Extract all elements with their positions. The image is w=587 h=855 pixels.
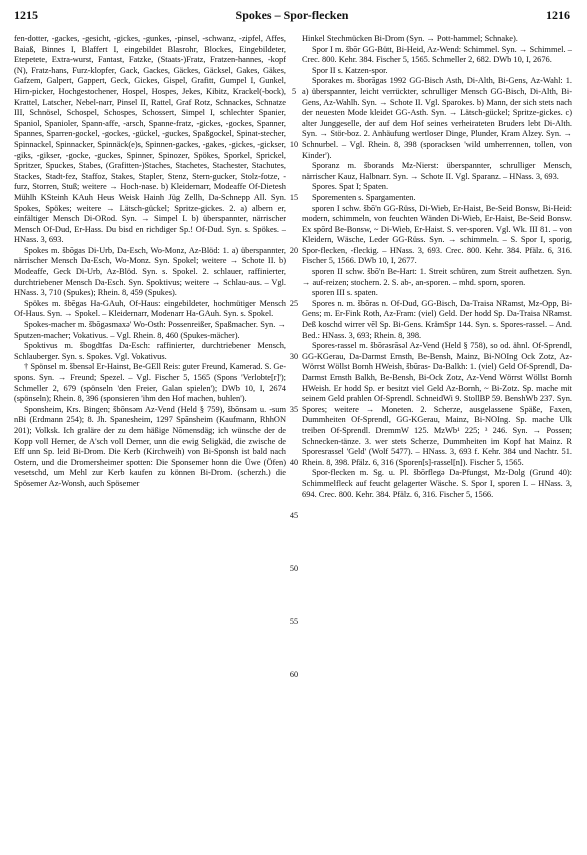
- entry-spoensel: † Spönsel m. šbensəl Er-Hainst, Be-GEll Reis: guter Freund, Kamerad. S. Ge-spons. Syn. → Freund; Spezel. – Vgl. Fischer 5, 1565 (Spons 'Verlobte[r]'); Schmeller 2, 679 (spönseln 'den Freier, Galan spielen'); DWb 10, I, 2674 (spönseln); Rhein. 8, 396 (sponsieren 'ihm den Hof machen, buhlen').: [14, 362, 286, 404]
- entry-sporen-iii: sporen III s. spaten.: [312, 288, 378, 298]
- line-number: 5: [291, 87, 297, 96]
- line-number: 15: [289, 193, 299, 202]
- entry-spores: Spores n. m. šbōras n. Of-Dud, GG-Bisch, Da-Traisa NRamst, Mz-Opp, Bi-Gens; m. Er-Fink Roth, Az-Fram: (viel) Geld. Der hodd Sp. Da-Traisa NRamst. Deß koschd wirrer vēl Sp. Bi-Gens. KrämSpr 144. Syn. s. Spores-rassel. – And. Bed.: HNass. 3, 693; Rhein. 8, 398.: [302, 298, 572, 340]
- line-number: 10: [289, 140, 299, 149]
- entry-sporen-ii: sporen II schw. šbō'n Be-Hart: 1. Streit schüren, zum Streit aufhetzen. Syn. → auf-reizen; stochern. 2. S. ab-, an-sporen. – mhd. sporn, sporen.: [302, 267, 572, 287]
- page-number-left: 1215: [14, 8, 38, 22]
- line-number: 60: [289, 670, 299, 679]
- entry-sporementen: Sporementen s. Spargamenten.: [312, 192, 416, 202]
- left-column: [14, 34, 286, 846]
- entry-spor-i: Spor I m. šbōr GG-Bütt, Bi-Heid, Az-Wend: Schimmel. Syn. → Schimmel. – Crec. 800. Kehr. 384. Fischer 5, 1565. Schmeller 2, 682. DWb 10, I, 2676.: [302, 44, 572, 65]
- entry-continuation: fen-dotter, -gackes, -gesicht, -gickes, -gunkes, -pinsel, -schwanz, -zipfel, Affes, Baiaß, Binnes I, Blaffert I, eingebildet Blasrohr, Blockes, Eingebildeter, Etepetete, Extra-wurst, Fantast, Fatzke, (Staats-)Fratz, Fratzen-hannes, -kopf (N), Fratz-hans, Furz-klopfer, Gack, Gackes, Gäckes, Gäcksel, Gakes, Gäkes, Gafzem, Galpert, Gappert, Geck, Gickes, Gispel, Grafitt, Gumpel I, Gunkel, Hirn-picker, Hochgestochener, Hospel, Hospes, Jekes, Kibitz, Krackel(-bock), Krattel, Latscher, Nebel-narr, Pinsel II, Rattel, Graf Rotz, Schnackes, Schnatze III, Schnösel, Schospel, Schospes, Schossert, Simpel I, schlechter Spanier, Spaniol, Spanioler, Spann-affe, -arsch, Spanne-fratz, -gickes, -gockes, Spanner, Spannes, Sparren-gockel, -gockes, -gückel, -guckes, Spaßgockel, Spinat-stecher, Spinnackel, Spinnacker, Spinnäck(e)s, Spinnen-gackes, -gakes, -gickes, -gickser, -giks, -gikser, -gocke, -guckes, Spinner, Spinozer, Spökes, Sporkel, Sprickel, Spritzer, Spuckes, Stabes, (Grafitten-)Staches, Stachetes, Stachester, Stachutes, Stackes, Stadt-fez, Staffoz, Stakes, Stapler, Stenz, Stern-gucker, Stolz-fotze, -furz, Storren, Stuß; weitere → Hoch-nase. b) Kleidernarr, Modeaffe Of-Dietesh Mühlh KSteinh KAuh Heus Weisk Hainh Jüg Zellh, Da-Schnepp All. Syn. Spokes, Spökes; weitere → Lätsch-gückel; Spritze-gickes. 2. a) albern er, einfältiger Mensch Di-ORod. Syn. → Simpel I. b) überspannter, närrischer Mensch Of-Dud, Er-Hass. Du bisd en richdiger Sp.! Of-Dud. Syn. s. Spökes. – HNass. 3, 693.: [14, 34, 286, 245]
- entry-continuation: Hinkel Stechmücken Bi-Drom (Syn. → Pott-hammel; Schnake).: [302, 34, 518, 43]
- page-number-right: 1216: [546, 8, 570, 22]
- right-column: [302, 34, 572, 846]
- line-number: 25: [289, 299, 299, 308]
- running-title: Spokes – Spor-flecken: [235, 8, 349, 22]
- entry-spoekes: Spökes m. šbēgas Ha-GAuh, Of-Haus: eingebildeter, hochmütiger Mensch Of-Haus. Syn. → Spokel. – Kleidernarr, Modenarr Ha-GAuh. Syn. s. Spokel.: [14, 298, 286, 319]
- line-number: 45: [289, 511, 299, 520]
- entry-sporakes: Sporakes m. šborāgas 1992 GG-Bisch Asth, Di-Alth, Bi-Gens, Az-Wahl: 1. a) überspannter, leicht verrückter, schrulliger Mensch GG-Bisch, Di-Alth, Bi-Gens, Az-Wahlh. Syn. → Schote II. Vgl. Sparokes. b) Mann, der sich stets nach der neuesten Mode kleidet GG-Asth. Syn. → Lätsch-gückel; Spritze-gickes. c) alter Junggeselle, der auf dem Hof seines verheirateten Bruders lebt Di-Alth. Syn. → Stör-boz. 2. Anhäufung wertloser Dinge, Plunder, Kram Alzey. Syn. → Schnurbel. – Vgl. Rhein. 8, 398 (sporacksen 'wild umherrennen, tollen, von Kinder').: [302, 76, 572, 160]
- entry-spor-flecken: Spor-flecken m. Sg. u. Pl. šbōrflegə Da-Pfungst, Mz-Dolg (Grund 40): Schimmelfleck auf feucht gelagerter Wäsche. S. Spor I, sporen I. – HNass. 3, 694. Crec. 800. Kehr. 384. Pfälz. 6, 316. Fischer 5, 1566.: [302, 468, 572, 499]
- entry-sponsheim: Sponsheim, Krs. Bingen; šbōnsəm Az-Vend (Held § 759), šbōnsəm u. -sum nBi (Erdmann 254); 8. Jh. Spanesheim, 1297 Spānsheim (Kaufmann, RhhON 201); Volksk. Ich graläre der zu dem häßige Nōmensdäg; ich wünsche der de Kopp voll Herner, de A'sch voll Derner, unn die ewig Seligkäd, die zwische de Eff unn Sp. leid Bi-Drom. Die Kerb (Kirchweih) von Bi-Sponsh ist bald nach Ostern, und die Dromersheimer spotten: Die Sponsemer honn die Üwe (Öfen) vesetschd, um Mehl zur Kerb kaufen zu können Bi-Drom. (scherzh.) die Spösemer Az-Wonsh, auch Spösemer: [14, 404, 286, 488]
- entry-spokes: Spokes m. šbōgas Di-Urb, Da-Esch, Wo-Monz, Az-Blöd: 1. a) überspannter, närrischer Mensch Da-Esch, Wo-Monz. Syn. Spokel; weitere → Schote II. b) Modeaffe, Geck Di-Urb, Az-Blöd. Syn. s. Spokel. 2. schlauer, raffinierter, durchtriebener Mensch Da-Esch. Syn. Spoktivus; weitere → Schlau-aus. – Vgl. HNass. 3, 710 (Spukes); Rhein. 8, 459 (Spukes).: [14, 245, 286, 298]
- line-number: 50: [289, 564, 299, 573]
- line-number: 55: [289, 617, 299, 626]
- line-number: 30: [289, 352, 299, 361]
- page-header: [14, 8, 570, 24]
- line-number: 40: [289, 458, 299, 467]
- entry-spor-ii: Spor II s. Katzen-spor.: [312, 65, 388, 75]
- entry-spores-rassel: Spores-rassel m. šbōrəsrāsəl Az-Vend (Held § 758), so od. ähnl. Of-Sprendl, GG-KGerau, Da-Darmst Ernsth, Be-Bensh, Mainz, Bi-NOIng Ock Zotz, Az-Wörrst Wöllst Bornh HWeish, šbūras- Da-Balkh: 1. (viel) Geld Of-Sprendl, Da-Darmst Ernsth Balkh, Be-Bensh, Bi-Ock Zotz, Az-Vend Wörrst Wöllst Bornh HWeish. Er hodd Sp. er besitzt viel Geld Az-Bornh, ~ Bi-Zotz. Sp. mache mit seinem Geld prahlen Of-Sprendl. SchneidWi 9. StollBP 59. BenshWb 237. Syn. Spores; weitere → Moneten. 2. Scherze, ausgelassene Späße, Faxen, Dummheiten Of-Sprendl, GG-KGerau, Mainz, Bi-NOIng. Sp. mache Ulk treiben Of-Sprendl. DremmW 125. MzWb¹ 225; ³ 246. Syn. → Possen; Schnecken-tänze. 3. wer stets Scherze, Dummheiten im Kopf hat Mainz. R Sporesrassel 'Geld' (Wolf 5477). – HNass. 3, 693 f. Kehr. 384 und Nachtr. 51. Rhein. 8, 398. Pfälz. 6, 316 (Sporen[s]-rassel[n]). Fischer 5, 1565.: [302, 341, 572, 467]
- line-number: 20: [289, 246, 299, 255]
- entry-spokes-macher: Spokes-macher m. šbōgəsmaxə' Wo-Osth: Possenreißer, Spaßmacher. Syn. → Sputzen-macher; Vokativus. – Vgl. Rhein. 8, 460 (Spukes-mächer).: [14, 320, 286, 340]
- line-number: 35: [289, 405, 299, 414]
- entry-spore: Spores. Spat I; Spaten.: [312, 182, 389, 192]
- entry-sporanz: Sporanz m. šborands Mz-Nierst: überspannter, schrulliger Mensch, närrischer Kauz, Halbnarr. Syn. → Schote II. Vgl. Sparanz. – HNass. 3, 693.: [302, 161, 572, 181]
- entry-sporen-i: sporen I schw. šbō'n GG-Rüss, Di-Wieb, Er-Haist, Be-Seid Bonsw, Bi-Heid: modern, schimmeln, von feuchten Wänden Di-Wieb, Er-Haist, Be-Seid Bonsw. Ex spōrd Be-Bonsw, ~ Di-Wieb, Er-Haist. S. ver-sporen. Vgl. Wk. III 81. – von Kleidern, Wäsche, Leder GG-Rüss. Syn. → schimmeln. – S. Spor I, sporig, Spor-flecken, -fleckig. – HNass. 3, 693. Crec. 800. Kehr. 384. Pfälz. 6, 316. Fischer 5, 1566. DWb 10, I, 2677.: [302, 203, 572, 266]
- entry-spoktivus: Spoktivus m. šbogdīfas Da-Esch: raffinierter, durchtriebener Mensch, Schlauberger. Syn. s. Spokes. Vgl. Vokativus.: [14, 341, 286, 361]
